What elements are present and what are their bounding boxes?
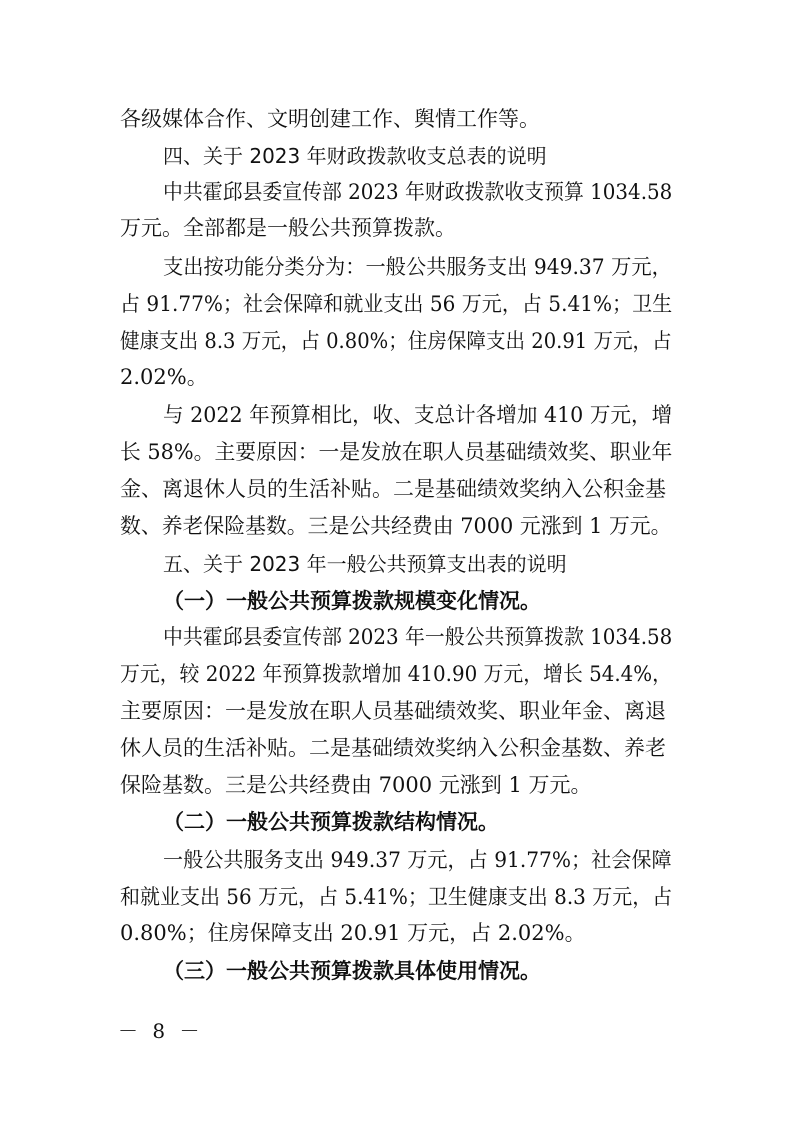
- text-line: 各级媒体合作、文明创建工作、舆情工作等。: [120, 107, 540, 131]
- text-line: 和就业支出 56 万元，占 5.41%；卫生健康支出 8.3 万元，占: [120, 885, 673, 909]
- text-line: 休人员的生活补贴。二是基础绩效奖纳入公积金基数、养老: [120, 736, 666, 760]
- text-line: 保险基数。三是公共经费由 7000 元涨到 1 万元。: [120, 773, 592, 797]
- section-heading-text: 四、关于 2023 年财政拨款收支总表的说明: [163, 144, 547, 168]
- text-line: 一般公共服务支出 949.37 万元，占 91.77%；社会保障: [163, 848, 672, 872]
- text-line: 中共霍邱县委宣传部 2023 年财政拨款收支预算 1034.58: [163, 180, 673, 204]
- page-number: － 8 －: [118, 1019, 204, 1043]
- subsection-heading-text: （三）一般公共预算拨款具体使用情况。: [163, 958, 541, 983]
- text-line: 0.80%；住房保障支出 20.91 万元，占 2.02%。: [120, 921, 586, 945]
- text-line: 长 58%。主要原因：一是发放在职人员基础绩效奖、职业年: [120, 440, 673, 464]
- text-line: 支出按功能分类分为：一般公共服务支出 949.37 万元，: [163, 255, 672, 279]
- text-line: 健康支出 8.3 万元，占 0.80%；住房保障支出 20.91 万元，占: [120, 329, 672, 353]
- text-line: 2.02%。: [120, 365, 208, 389]
- text-line: 主要原因：一是发放在职人员基础绩效奖、职业年金、离退: [120, 699, 666, 723]
- subsection-heading-text: （一）一般公共预算拨款规模变化情况。: [163, 588, 541, 613]
- text-line: 金、离退休人员的生活补贴。二是基础绩效奖纳入公积金基: [120, 477, 666, 501]
- section-heading-text: 五、关于 2023 年一般公共预算支出表的说明: [163, 552, 567, 576]
- text-line: 与 2022 年预算相比，收、支总计各增加 410 万元，增: [163, 403, 673, 427]
- text-line: 中共霍邱县委宣传部 2023 年一般公共预算拨款 1034.58: [163, 625, 673, 649]
- text-line: 万元。全部都是一般公共预算拨款。: [120, 216, 456, 240]
- text-line: 占 91.77%；社会保障和就业支出 56 万元，占 5.41%；卫生: [120, 292, 673, 316]
- text-line: 万元，较 2022 年预算拨款增加 410.90 万元，增长 54.4%，: [120, 662, 673, 686]
- subsection-heading-text: （二）一般公共预算拨款结构情况。: [163, 809, 499, 834]
- text-line: 数、养老保险基数。三是公共经费由 7000 元涨到 1 万元。: [120, 514, 672, 538]
